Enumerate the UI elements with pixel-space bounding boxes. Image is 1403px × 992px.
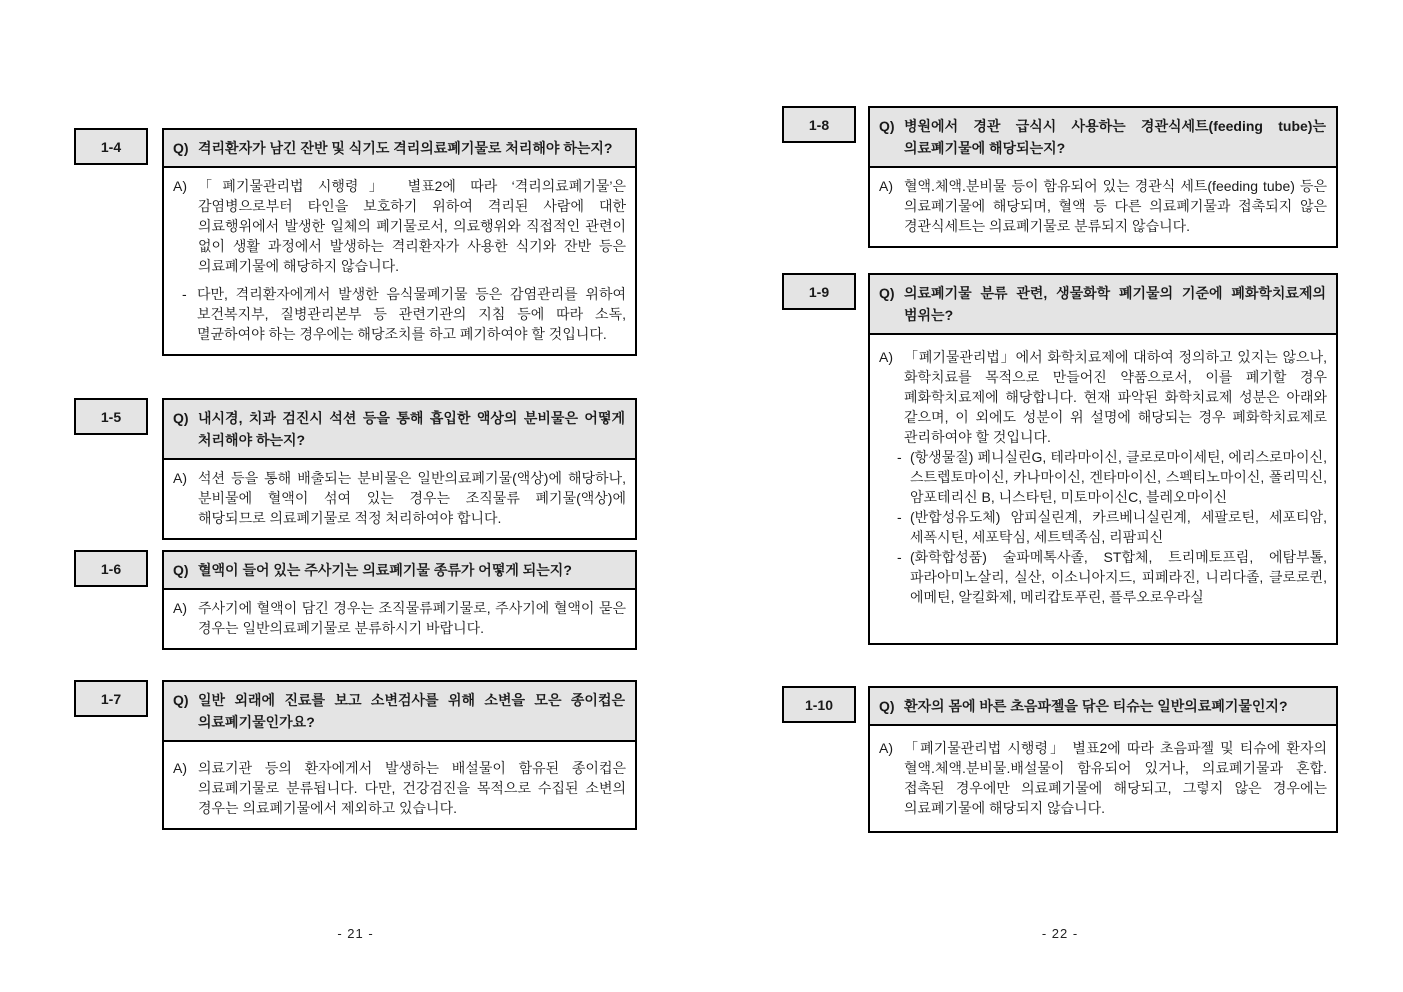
question-text: 의료폐기물 분류 관련, 생물화학 폐기물의 기준에 폐화학치료제의 범위는? [904,285,1326,323]
page-number: - 22 - [1041,926,1079,941]
answer-body [870,726,1336,831]
answer-paragraph [173,758,626,818]
qa-section-1-7 [74,680,637,830]
question-marker: Q) [879,118,895,134]
answer-text: 「폐기물관리법 시행령」 별표2에 따라 초음파젤 및 티슈에 환자의 혈액.체액.분비물.배설물이 함유되어 있거나, 의료폐기물과 혼합.접촉된 경우에만 의료폐기물에 해당되고, 그렇지 않은 경우에는 의료폐기물에 해당되지 않습니다. [904,740,1327,816]
answer-text: (화학합성품) 술파메톡사졸, ST합체, 트리메토프림, 에탐부톨, 파라아미노살리, 실산, 이소니아지드, 피페라진, 니리다졸, 클로로퀸, 에메틴, 알킬화제, 메리캅토푸린, 플루오로우라실 [910,549,1327,605]
question-marker: Q) [173,692,189,708]
question-marker: Q) [173,140,189,156]
answer-marker: A) [173,760,187,776]
question-text: 내시경, 치과 검진시 석션 등을 통해 흡입한 액상의 분비물은 어떻게 처리해야 하는지? [198,410,625,448]
qa-box [868,686,1338,833]
answer-marker: - [897,509,902,525]
question-header [164,552,635,590]
question-marker: Q) [173,410,189,426]
answer-paragraph [879,738,1327,818]
section-number-badge: 1-8 [782,106,856,143]
qa-section-1-9 [782,273,1338,645]
answer-list-item [897,447,1327,507]
question-marker: Q) [173,562,189,578]
answer-paragraph [173,176,626,276]
answer-marker: - [897,549,902,565]
answer-marker: A) [879,349,893,365]
question-marker: Q) [879,698,895,714]
question-header [164,400,635,460]
qa-box [162,680,637,830]
answer-text: 주사기에 혈액이 담긴 경우는 조직물류폐기물로, 주사기에 혈액이 묻은 경우는 일반의료폐기물로 분류하시기 바랍니다. [198,600,626,636]
answer-marker: - [897,449,902,465]
answer-paragraph [182,284,626,344]
answer-text: 혈액.체액.분비물 등이 함유되어 있는 경관식 세트(feeding tube) 등은 의료폐기물에 해당되며, 혈액 등 다른 의료폐기물과 접촉되지 않은 경관식세트는 의료폐기물로 분류되지 않습니다. [904,178,1327,234]
question-header [164,682,635,742]
answer-marker: A) [879,740,893,756]
answer-paragraph [879,347,1327,447]
qa-section-1-6 [74,550,637,650]
section-number-badge: 1-6 [74,550,148,587]
question-header [870,688,1336,726]
answer-text: 「폐기물관리법」에서 화학치료제에 대하여 정의하고 있지는 않으나, 화학치료를 목적으로 만들어진 약품으로서, 이를 폐기할 경우 폐화학치료제에 해당합니다. 현재 파악된 화학치료제 성분은 아래와 같으며, 이 외에도 성분이 위 설명에 해당되는 경우 폐화학치료제로 관리하여야 할 것입니다. [904,349,1327,445]
question-text: 격리환자가 남긴 잔반 및 식기도 격리의료폐기물로 처리해야 하는지? [198,140,613,156]
qa-box [868,106,1338,248]
qa-section-1-4 [74,128,637,356]
answer-body [164,742,635,828]
qa-section-1-5 [74,398,637,540]
answer-body [870,168,1336,246]
section-number-badge: 1-9 [782,273,856,310]
answer-text: (반합성유도체) 암피실린계, 카르베니실린계, 세팔로틴, 세포티암, 세폭시틴, 세포탁심, 세트텍족심, 리팜피신 [910,509,1327,545]
question-header [870,275,1336,335]
answer-body [164,590,635,648]
section-number-badge: 1-5 [74,398,148,435]
question-text: 병원에서 경관 급식시 사용하는 경관식세트(feeding tube)는 의료폐기물에 해당되는지? [904,118,1326,156]
answer-text: (항생물질) 페니실린G, 테라마이신, 클로로마이세틴, 에리스로마이신, 스트렙토마이신, 카나마이신, 겐타마이신, 스펙티노마이신, 폴리믹신, 암포테리신 B, 니스타틴, 미토마이신C, 블레오마이신 [910,449,1327,505]
question-header [870,108,1336,168]
section-number-badge: 1-10 [782,686,856,723]
question-text: 환자의 몸에 바른 초음파젤을 닦은 티슈는 일반의료폐기물인지? [904,698,1288,714]
answer-list-item [897,547,1327,607]
answer-marker: A) [173,470,187,486]
answer-body [164,168,635,354]
answer-marker: - [182,286,187,302]
qa-box [868,273,1338,645]
answer-marker: A) [173,178,187,194]
page-number: - 21 - [337,926,374,941]
question-marker: Q) [879,285,895,301]
qa-section-1-8 [782,106,1338,248]
answer-text: 석션 등을 통해 배출되는 분비물은 일반의료폐기물(액상)에 해당하나, 분비물에 혈액이 섞여 있는 경우는 조직물류 폐기물(액상)에 해당되므로 의료폐기물로 적정 처리하여야 합니다. [198,470,626,526]
answer-paragraph [879,176,1327,236]
question-text: 일반 외래에 진료를 보고 소변검사를 위해 소변을 모은 종이컵은 의료폐기물인가요? [198,692,625,730]
answer-paragraph [173,468,626,528]
question-header [164,130,635,168]
answer-list-item [897,507,1327,547]
qa-box [162,398,637,540]
answer-body [164,460,635,538]
answer-text: 다만, 격리환자에게서 발생한 음식물폐기물 등은 감염관리를 위하여 보건복지부, 질병관리본부 등 관련기관의 지침 등에 따라 소독, 멸균하여야 하는 경우에는 해당조치를 하고 폐기하여야 할 것입니다. [197,286,626,342]
answer-text: 「폐기물관리법 시행령」 별표2에 따라 ‘격리의료폐기물’은 감염병으로부터 타인을 보호하기 위하여 격리된 사람에 대한 의료행위에서 발생한 일체의 폐기물로서, 의료행위와 직접적인 관련이 없이 생활 과정에서 발생하는 격리환자가 사용한 식기와 잔반 등은 의료폐기물에 해당하지 않습니다. [198,178,626,274]
qa-section-1-10 [782,686,1338,833]
question-text: 혈액이 들어 있는 주사기는 의료폐기물 종류가 어떻게 되는지? [198,562,572,578]
answer-marker: A) [879,178,893,194]
section-number-badge: 1-7 [74,680,148,717]
section-number-badge: 1-4 [74,128,148,165]
answer-paragraph [173,598,626,638]
answer-body [870,335,1336,643]
qa-box [162,128,637,356]
answer-marker: A) [173,600,187,616]
qa-box [162,550,637,650]
answer-text: 의료기관 등의 환자에게서 발생하는 배설물이 함유된 종이컵은 의료폐기물로 분류됩니다. 다만, 건강검진을 목적으로 수집된 소변의 경우는 의료폐기물에서 제외하고 있습니다. [198,760,626,816]
